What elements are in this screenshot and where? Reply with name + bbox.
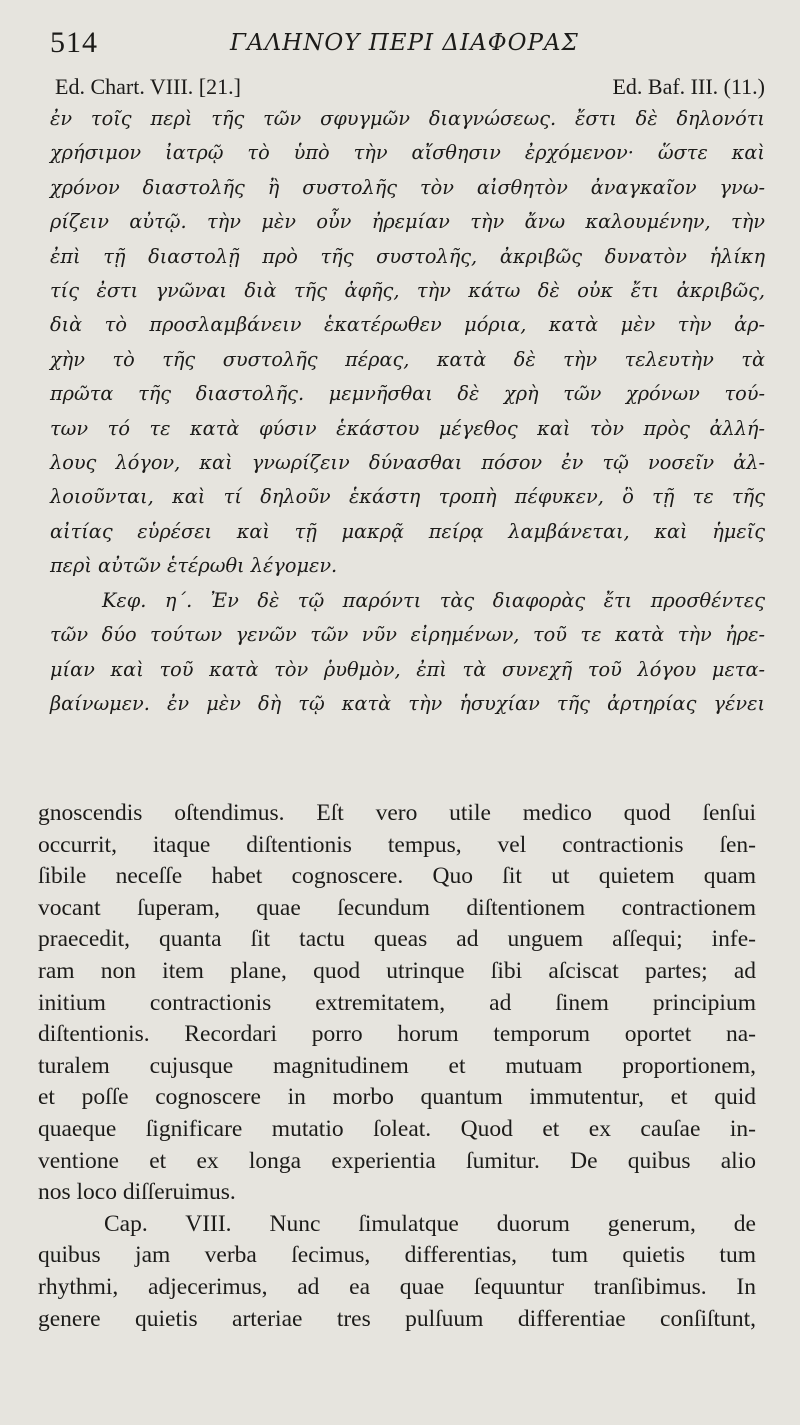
latin-line: quaeque ſignificare mutatio ſoleat. Quod et ex cauſae in- [38, 1115, 756, 1142]
greek-line: των τό τε κατὰ φύσιν ἑκάστου μέγεθος καὶ τὸν πρὸς ἀλλή- [50, 416, 765, 440]
edition-basel-reference: Ed. Baf. III. (11.) [612, 74, 765, 99]
edition-chartier-reference: Ed. Chart. VIII. [21.] [55, 74, 241, 99]
latin-line: praecedit, quanta ſit tactu queas ad unguem aſſequi; infe- [38, 926, 756, 953]
latin-line: diſtentionis. Recordari porro horum temporum oportet na- [38, 1021, 756, 1048]
greek-line: ἐπὶ τῇ διαστολῇ πρὸ τῆς συστολῆς, ἀκριβῶς δυνατὸν ἡλίκη [50, 244, 765, 268]
greek-line: χρήσιμον ἰατρῷ τὸ ὑπὸ τὴν αἴσθησιν ἐρχόμενον· ὥστε καὶ [50, 141, 765, 165]
greek-line: λους λόγον, καὶ γνωρίζειν δύνασθαι πόσον ἐν τῷ νοσεῖν ἀλ- [50, 451, 765, 475]
latin-line: quibus jam verba ſecimus, differentias, tum quietis tum [38, 1242, 756, 1269]
latin-line: rhythmi, adjecerimus, ad ea quae ſequuntur tranſibimus. In [38, 1273, 756, 1300]
greek-line: περὶ αὐτῶν ἑτέρωθι λέγομεν. [50, 554, 338, 578]
greek-line: ἐν τοῖς περὶ τῆς τῶν σφυγμῶν διαγνώσεως. ἔστι δὲ δηλονότι [50, 107, 765, 130]
latin-line: turalem cujusque magnitudinem et mutuam proportionem, [38, 1052, 756, 1079]
greek-line: ρίζειν αὐτῷ. τὴν μὲν οὖν ἠρεμίαν τὴν ἄνω καλουμένην, τὴν [50, 210, 765, 234]
greek-line: διὰ τὸ προσλαμβάνειν ἑκατέρωθεν μόρια, κατὰ μὲν τὴν ἀρ- [50, 313, 765, 337]
greek-line: μίαν καὶ τοῦ κατὰ τὸν ῥυθμὸν, ἐπὶ τὰ συνεχῆ τοῦ λόγου μετα- [50, 657, 765, 681]
latin-line: nos loco diſſeruimus. [38, 1179, 236, 1206]
greek-line: βαίνωμεν. ἐν μὲν δὴ τῷ κατὰ τὴν ἡσυχίαν τῆς ἀρτηρίας γένει [50, 691, 765, 715]
greek-line: αἰτίας εὑρέσει καὶ τῇ μακρᾷ πείρᾳ λαμβάνεται, καὶ ἡμεῖς [50, 519, 765, 543]
greek-chapter-heading-line: Κεφ. η΄. Ἐν δὲ τῷ παρόντι τὰς διαφορὰς ἔτι προσθέντες [102, 588, 765, 612]
greek-line: τῶν δύο τούτων γενῶν τῶν νῦν εἰρημένων, τοῦ τε κατὰ τὴν ἠρε- [50, 623, 765, 647]
latin-line: gnoscendis oſtendimus. Eſt vero utile medico quod ſenſui [38, 800, 756, 826]
latin-chapter-heading-line: Cap. VIII. Nunc ſimulatque duorum generum, de [104, 1210, 756, 1237]
latin-line: ſibile neceſſe habet cognoscere. Quo ſit ut quietem quam [38, 863, 756, 890]
latin-line: ventione et ex longa experientia ſumitur. De quibus alio [38, 1147, 756, 1174]
greek-line: πρῶτα τῆς διαστολῆς. μεμνῆσθαι δὲ χρὴ τῶν χρόνων τού- [50, 382, 765, 406]
edition-reference-line [55, 74, 765, 104]
latin-line: initium contractionis extremitatem, ad ſinem principium [38, 989, 756, 1016]
latin-line: occurrit, itaque diſtentionis tempus, vel contractionis ſen- [38, 831, 756, 858]
latin-line: vocant ſuperam, quae ſecundum diſtentionem contractionem [38, 894, 756, 921]
greek-line: τίς ἐστι γνῶναι διὰ τῆς ἁφῆς, τὴν κάτω δὲ οὐκ ἔτι ἀκριβῶς, [50, 279, 765, 303]
running-title: ΓΑΛΗΝΟΥ ΠΕΡΙ ΔΙΑΦΟΡΑΣ [230, 30, 579, 56]
latin-line: genere quietis arteriae tres pulſuum differentiae conſiſtunt, [38, 1305, 756, 1332]
latin-line: et poſſe cognoscere in morbo quantum immutentur, et quid [38, 1084, 756, 1111]
latin-text-block [38, 798, 756, 1335]
running-head [50, 26, 750, 66]
greek-line: λοιοῦνται, καὶ τί δηλοῦν ἑκάστη τροπὴ πέφυκεν, ὃ τῇ τε τῆς [50, 485, 765, 509]
greek-line: χρόνον διαστολῆς ἢ συστολῆς τὸν αἰσθητὸν ἀναγκαῖον γνω- [50, 175, 765, 199]
greek-text-block [50, 102, 765, 721]
page-number: 514 [50, 26, 98, 59]
latin-line: ram non item plane, quod utrinque ſibi aſciscat partes; ad [38, 957, 756, 984]
greek-line: χὴν τὸ τῆς συστολῆς πέρας, κατὰ δὲ τὴν τελευτὴν τὰ [50, 347, 765, 371]
